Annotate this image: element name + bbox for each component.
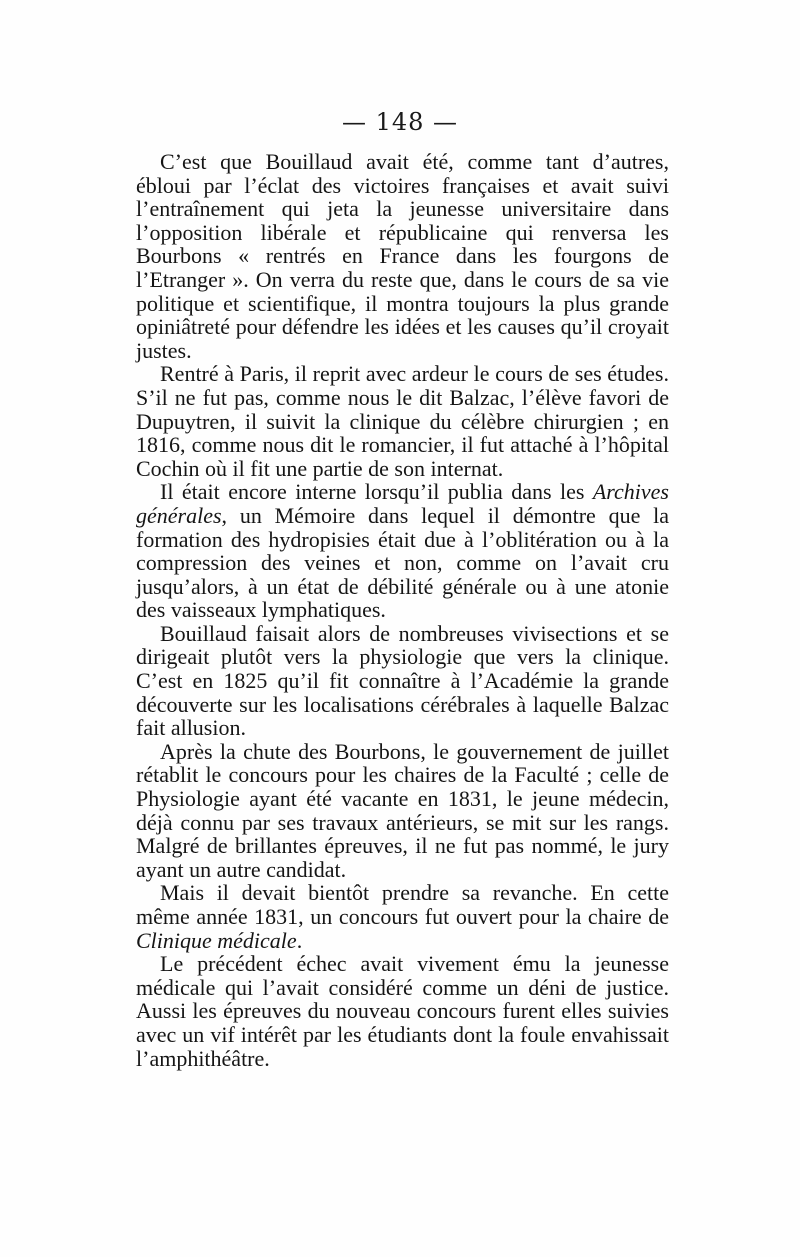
paragraph-6: [136, 881, 669, 952]
paragraph-5-text: Après la chute des Bourbons, le gouvernement de juillet rétablit le concours pour les chaires de la Faculté ; celle de Physiologie ayant été vacante en 1831, le jeune médecin, déjà connu par ses travaux antérieurs, se mit sur les rangs. Malgré de brillantes épreuves, il ne fut pas nommé, le jury ayant un autre candidat.: [136, 738, 669, 882]
journal-title-archives-generales: Archives générales: [136, 479, 669, 528]
paragraph-2-text: Rentré à Paris, il reprit avec ardeur le cours de ses études. S’il ne fut pas, comme nous le dit Balzac, l’élève favori de Dupuytren, il suivit la clinique du célèbre chirurgien ; en 1816, comme nous dit le romancier, il fut attaché à l’hôpital Cochin où il fit une partie de son internat.: [136, 361, 669, 481]
paragraph-5: [136, 740, 669, 882]
paragraph-2: [136, 362, 669, 480]
paragraph-6-text-end: .: [296, 927, 303, 953]
paragraph-3-text-end: , un Mémoire dans lequel il démontre que la formation des hydropisies était due à l’oblitération ou à la compression des veines et non, comme on l’avait cru jusqu’alors, à un état de débilité générale ou à une atonie des vaisseaux lymphatiques.: [136, 502, 669, 623]
paragraph-1-text: C’est que Bouillaud avait été, comme tant d’autres, ébloui par l’éclat des victoires françaises et avait suivi l’entraînement qui jeta la jeunesse universitaire dans l’opposition libérale et républicaine qui renversa les Bourbons « rentrés en France dans les fourgons de l’Etranger ». On verra du reste que, dans le cours de sa vie politique et scientifique, il montra toujours la plus grande opiniâtreté pour défendre les idées et les causes qu’il croyait justes.: [136, 149, 669, 363]
paragraph-4: [136, 622, 669, 740]
body-text: [136, 150, 669, 1070]
paragraph-3-text-start: Il était encore interne lorsqu’il publia dans les: [160, 479, 593, 505]
paragraph-7: [136, 952, 669, 1070]
page-number: — 148 —: [341, 108, 459, 136]
chair-title-clinique-medicale: Clinique médicale: [136, 927, 297, 953]
paragraph-1: [136, 150, 669, 362]
paragraph-7-text: Le précédent échec avait vivement ému la jeunesse médicale qui l’avait considéré comme un déni de justice. Aussi les épreuves du nouveau concours furent elles suivies avec un vif intérêt par les étudiants dont la foule envahissait l’amphithéâtre.: [136, 951, 669, 1071]
paragraph-4-text: Bouillaud faisait alors de nombreuses vivisections et se dirigeait plutôt vers la physiologie que vers la clinique. C’est en 1825 qu’il fit connaître à l’Académie la grande découverte sur les localisations cérébrales à laquelle Balzac fait allusion.: [136, 620, 669, 741]
paragraph-6-text-start: Mais il devait bientôt prendre sa revanche. En cette même année 1831, un concours fut ouvert pour la chaire de: [136, 880, 669, 929]
paragraph-3: [136, 480, 669, 622]
